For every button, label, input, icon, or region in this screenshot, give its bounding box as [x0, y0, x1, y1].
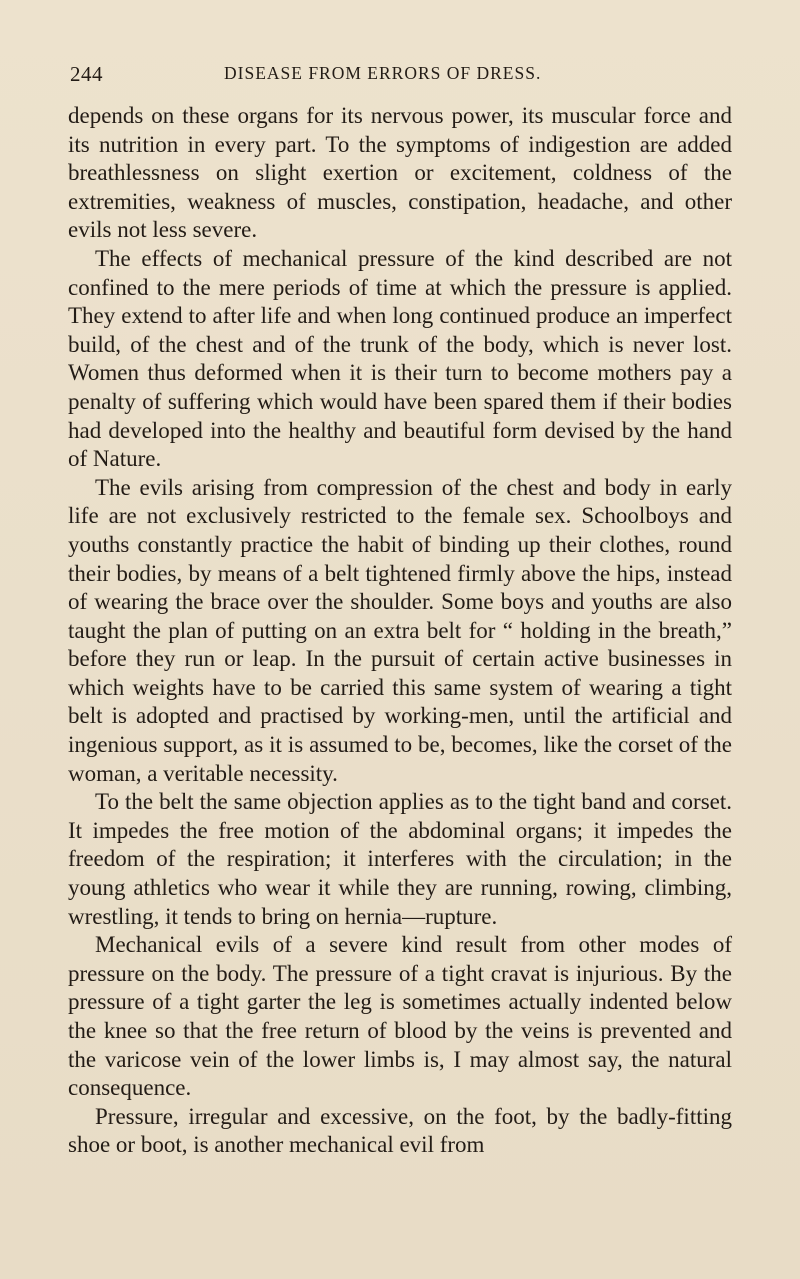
- paragraph-foot-pressure: Pressure, irregular and excessive, on the foot, by the badly-fitting shoe or boot, is another mechanical evil from: [68, 1103, 732, 1158]
- body-text: [68, 102, 732, 1160]
- running-title: DISEASE FROM ERRORS OF DRESS.: [224, 63, 542, 83]
- paragraph-compression-evils: The evils arising from compression of the chest and body in early life are not exclusively restricted to the female sex. Schoolboys and youths constantly practice the habit of binding up their clothes, round their bodies, by means of a belt tightened firmly above the hips, instead of wearing the brace over the shoulder. Some boys and youths are also taught the plan of putting on an extra belt for “ holding in the breath,” before they run or leap. In the pursuit of certain active businesses in which weights have to be carried this same system of wearing a tight belt is adopted and practised by working-men, until the artificial and ingenious support, as it is assumed to be, becomes, like the corset of the woman, a veritable necessity.: [68, 474, 732, 786]
- paragraph-other-pressure: Mechanical evils of a severe kind result from other modes of pressure on the body. The pressure of a tight cravat is injurious. By the pressure of a tight garter the leg is sometimes actually indented below the knee so that the free return of blood by the veins is prevented and the varicose vein of the lower limbs is, I may almost say, the natural consequence.: [68, 932, 732, 1101]
- page-header: [68, 62, 732, 92]
- paragraph-belt-objection: To the belt the same objection applies as to the tight band and corset. It impedes the free motion of the abdominal organs; it impedes the freedom of the respiration; it interferes with the circulation; in the young athletics who wear it while they are running, rowing, climbing, wrestling, it tends to bring on hernia—rupture.: [68, 789, 732, 929]
- paragraph-continuation: depends on these organs for its nervous power, its muscular force and its nutrition in every part. To the symptoms of indigestion are added breathlessness on slight exertion or excitement, coldness of the extremities, weakness of muscles, constipation, headache, and other evils not less severe.: [68, 103, 732, 243]
- page-number: 244: [70, 62, 103, 86]
- paragraph-mechanical-pressure: The effects of mechanical pressure of the kind described are not confined to the mere periods of time at which the pressure is applied. They extend to after life and when long continued produce an imperfect build, of the chest and of the trunk of the body, which is never lost. Women thus deformed when it is their turn to become mothers pay a penalty of suffering which would have been spared them if their bodies had developed into the healthy and beautiful form devised by the hand of Nature.: [68, 245, 732, 472]
